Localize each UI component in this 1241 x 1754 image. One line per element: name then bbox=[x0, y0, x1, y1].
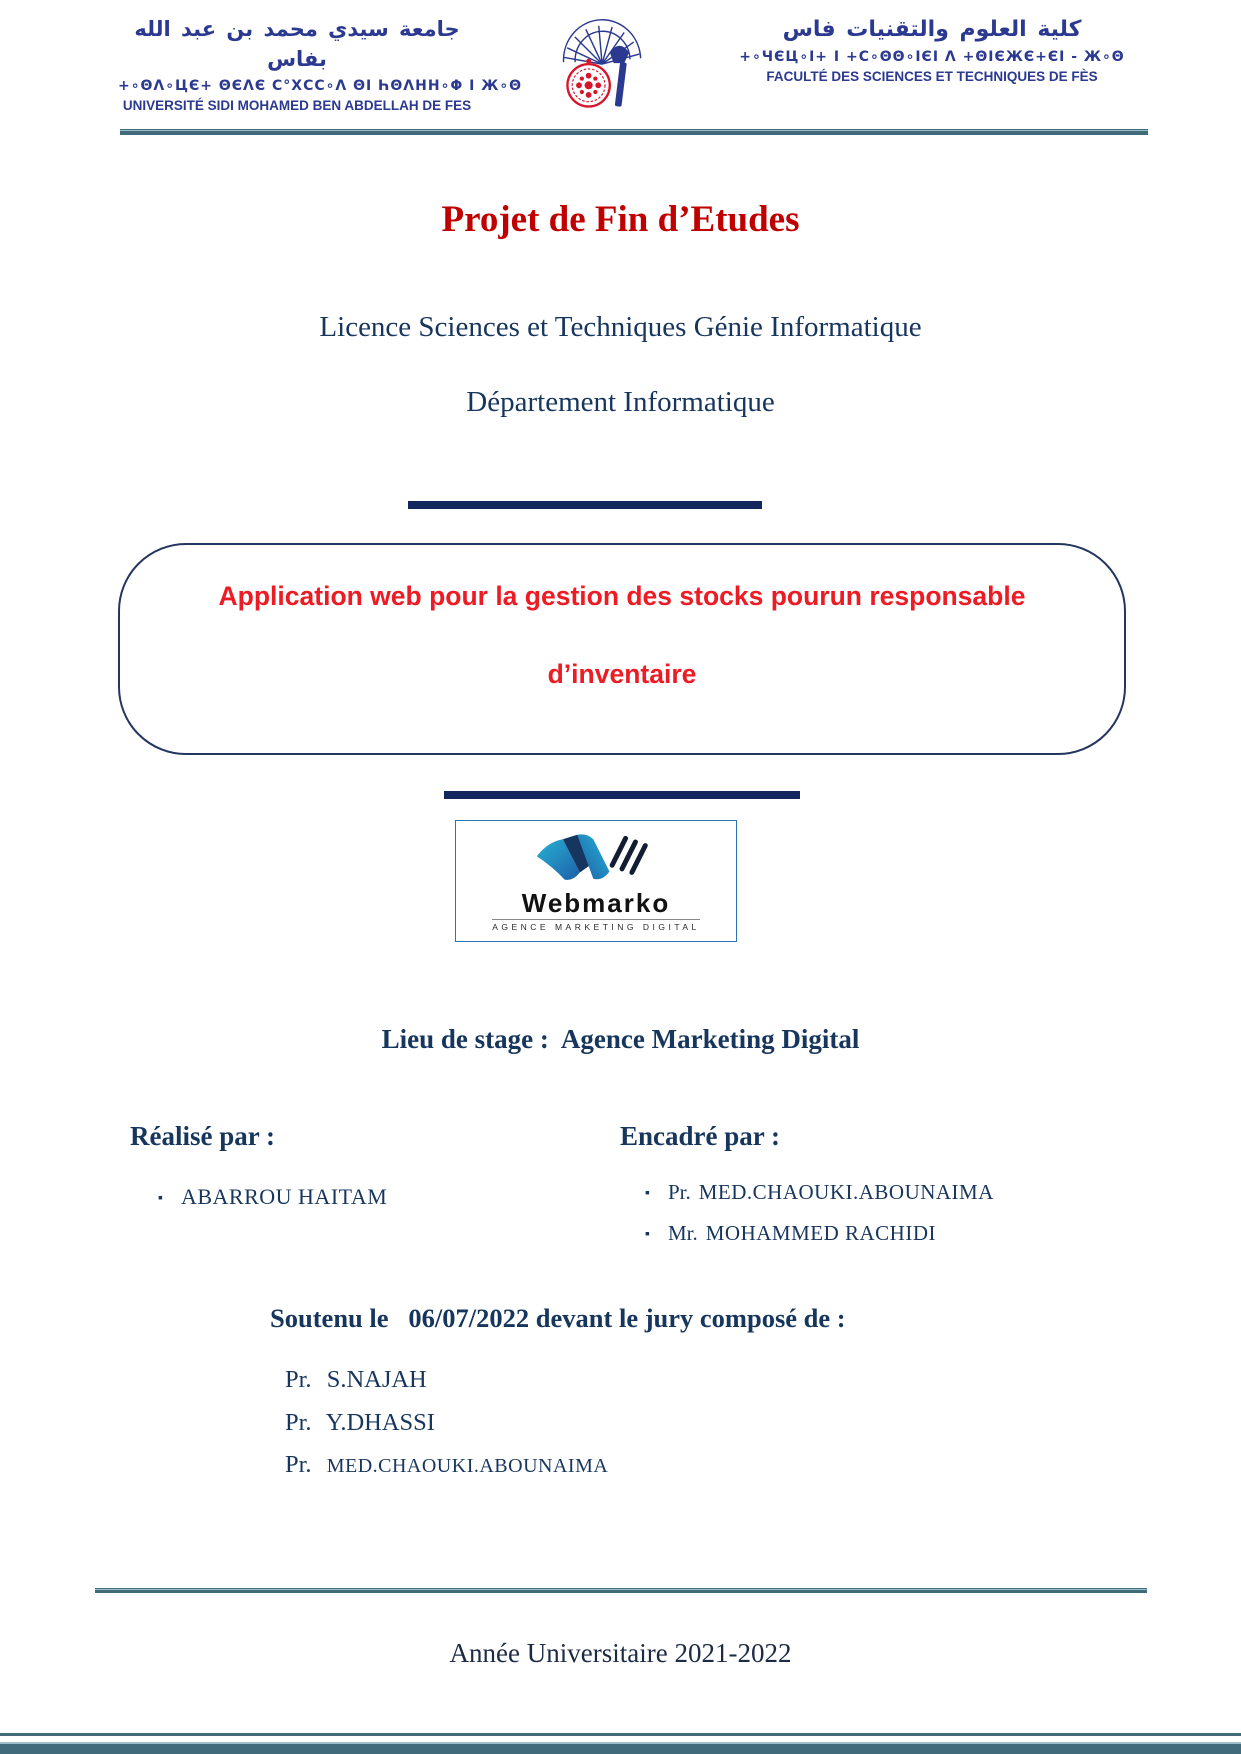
jury-title: Pr. bbox=[285, 1451, 312, 1478]
jury-item bbox=[285, 1409, 435, 1437]
jury-title: Pr. bbox=[285, 1409, 312, 1436]
bullet-icon: ▪ bbox=[158, 1191, 163, 1206]
defense-statement: Soutenu le 06/07/2022 devant le jury composé de : bbox=[270, 1303, 846, 1333]
encadre-heading: Encadré par : bbox=[620, 1121, 780, 1151]
realise-item bbox=[158, 1184, 387, 1210]
realise-heading: Réalisé par : bbox=[130, 1121, 275, 1151]
jury-name: Y.DHASSI bbox=[325, 1409, 435, 1436]
brand-name: Webmarko bbox=[521, 888, 671, 918]
internship-label: Lieu de stage : bbox=[381, 1024, 549, 1054]
internship-line bbox=[0, 1024, 1241, 1055]
encadre-item bbox=[645, 1221, 936, 1246]
faculty-name-tifinagh: +∘ЧЄЦ∘Ι+ Ι +С∘ΘΘ∘ΙЄΙ Λ +ΘΙЄЖЄ+ЄΙ - Ж∘Θ bbox=[739, 48, 1125, 65]
jury-title: Pr. bbox=[285, 1366, 312, 1393]
jury-name: S.NAJAH bbox=[326, 1366, 427, 1393]
webmarko-logo-icon bbox=[530, 833, 662, 885]
header-divider-rule bbox=[120, 129, 1148, 135]
department-title: Département Informatique bbox=[466, 386, 775, 418]
supervisor-title: Pr. bbox=[667, 1180, 691, 1204]
divider-bar-bottom bbox=[444, 791, 800, 799]
university-name-arabic: جامعة سيدي محمد بن عبد الله بفاس bbox=[134, 17, 460, 72]
header bbox=[118, 14, 1130, 120]
jury-item bbox=[285, 1451, 608, 1479]
supervisor-name: MOHAMMED RACHIDI bbox=[705, 1221, 936, 1245]
jury-name: MED.CHAOUKI.ABOUNAIMA bbox=[326, 1455, 609, 1477]
project-title-box bbox=[118, 543, 1126, 755]
jury-item bbox=[285, 1366, 427, 1394]
supervisor-title: Mr. bbox=[667, 1221, 698, 1245]
page-title: Projet de Fin d’Etudes bbox=[441, 199, 800, 240]
divider-bar-top bbox=[408, 501, 762, 509]
faculty-name-arabic: كلية العلوم والتقنيات فاس bbox=[782, 17, 1082, 42]
university-emblem-icon bbox=[551, 14, 659, 120]
academic-year: Année Universitaire 2021-2022 bbox=[449, 1638, 792, 1668]
program-title: Licence Sciences et Techniques Génie Informatique bbox=[319, 311, 922, 343]
bottom-border-thin bbox=[0, 1733, 1241, 1736]
university-name-tifinagh: +∘ΘΛ∘ЦЄ+ ΘЄΛЄ С°ХСС∘Λ ΘΙ ҺΘΛΗΗ∘Φ Ι Ж∘Θ bbox=[118, 77, 523, 94]
header-faculty-block bbox=[734, 14, 1130, 84]
bullet-icon: ▪ bbox=[645, 1186, 650, 1201]
encadre-item bbox=[645, 1180, 994, 1205]
bottom-border-thick bbox=[0, 1742, 1241, 1754]
header-university-block bbox=[118, 14, 523, 113]
supervisor-name: MED.CHAOUKI.ABOUNAIMA bbox=[698, 1180, 994, 1204]
project-title-line1: Application web pour la gestion des stocks pourun responsable bbox=[218, 581, 1026, 611]
footer-divider-rule bbox=[95, 1588, 1147, 1593]
internship-value: Agence Marketing Digital bbox=[548, 1024, 860, 1054]
student-name: ABARROU HAITAM bbox=[180, 1184, 388, 1209]
faculty-name-french: FACULTÉ DES SCIENCES ET TECHNIQUES DE FÈS bbox=[766, 68, 1098, 84]
bullet-icon: ▪ bbox=[645, 1227, 650, 1242]
university-name-french: UNIVERSITÉ SIDI MOHAMED BEN ABDELLAH DE FES bbox=[122, 97, 472, 113]
brand-tagline: AGENCE MARKETING DIGITAL bbox=[492, 919, 700, 932]
project-title-line2: d’inventaire bbox=[547, 659, 697, 689]
company-logo-box bbox=[455, 820, 737, 942]
